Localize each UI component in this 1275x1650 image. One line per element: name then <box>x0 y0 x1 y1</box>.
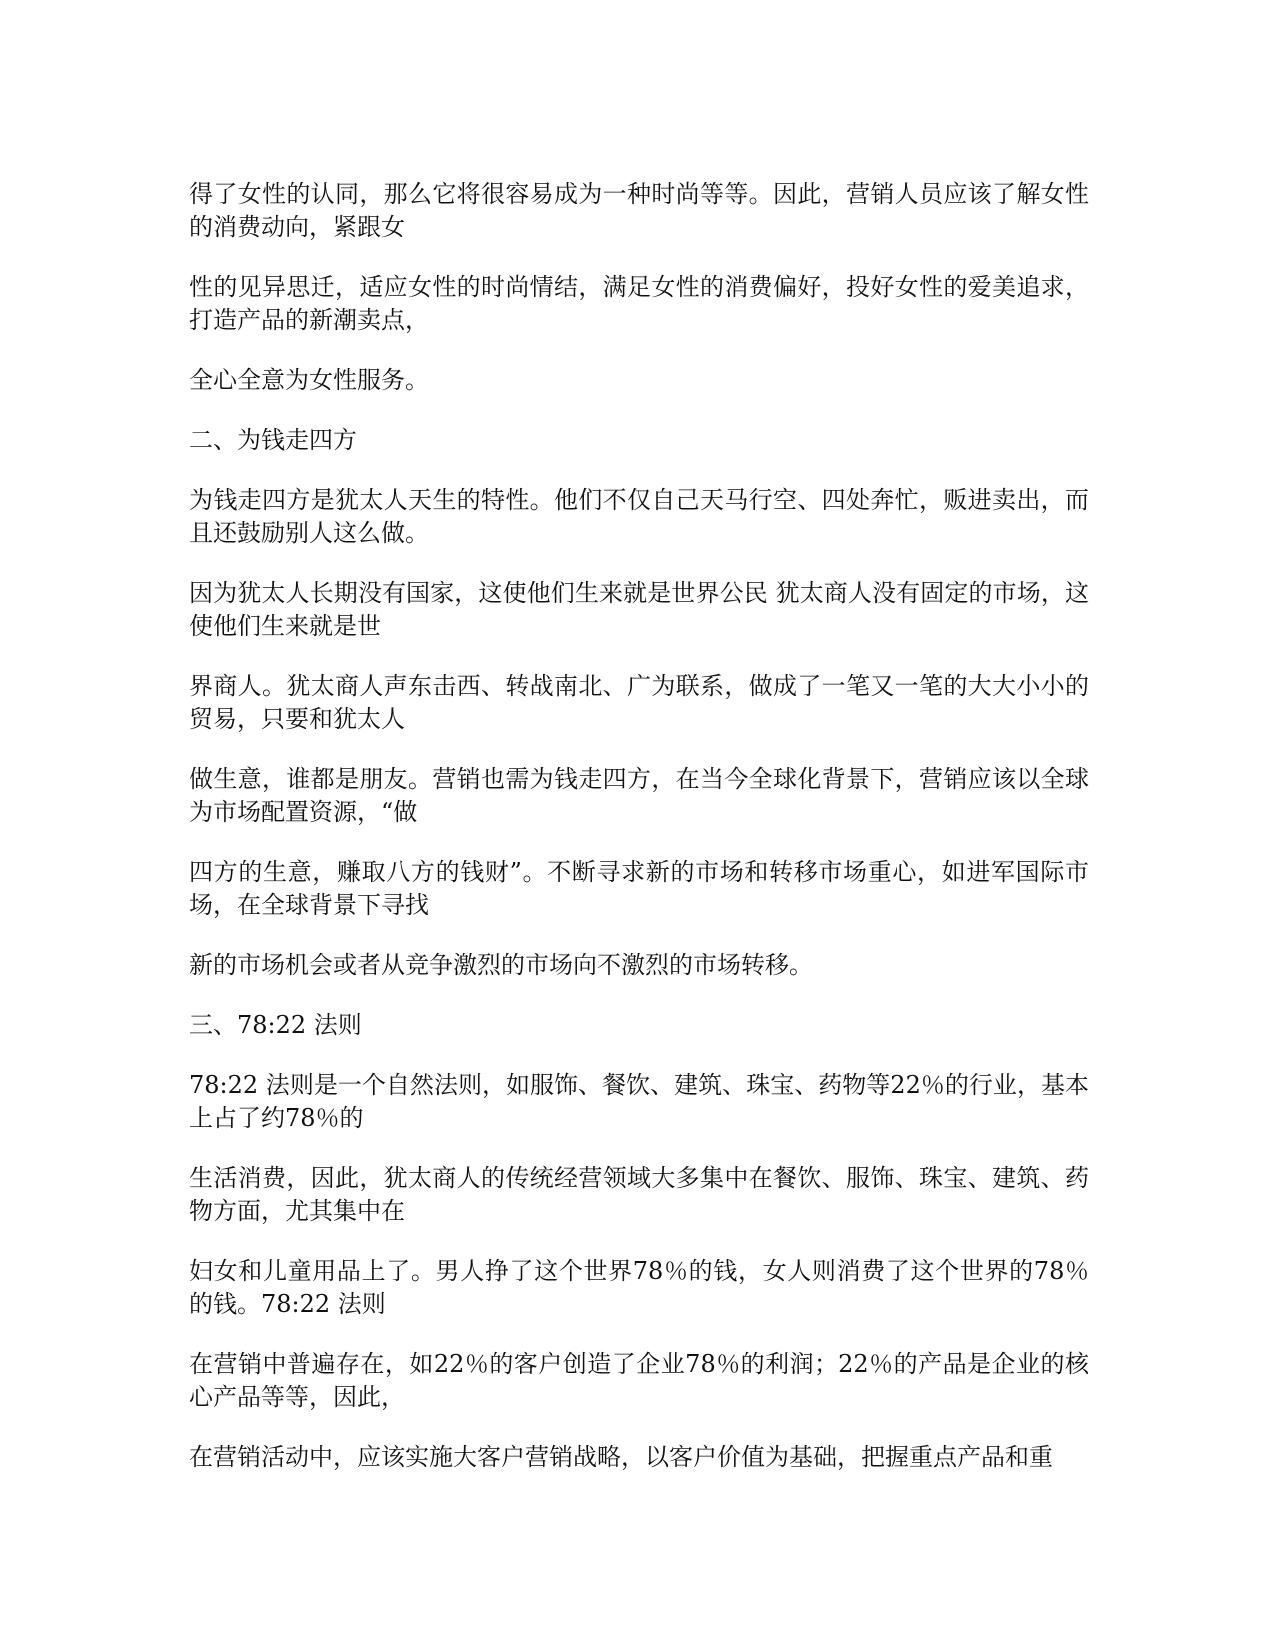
paragraph: 78:22 法则是一个自然法则，如服饰、餐饮、建筑、珠宝、药物等22％的行业，基本上占了约78％的 <box>189 1071 1089 1132</box>
section-heading: 三、78:22 法则 <box>189 1011 362 1039</box>
section-heading: 二、为钱走四方 <box>189 426 357 454</box>
paragraph: 全心全意为女性服务。 <box>189 366 429 394</box>
paragraph: 在营销活动中，应该实施大客户营销战略，以客户价值为基础，把握重点产品和重 <box>189 1443 1053 1471</box>
document-body <box>189 178 1089 1501</box>
paragraph: 因为犹太人长期没有国家，这使他们生来就是世界公民 犹太商人没有固定的市场，这使他们生来就是世 <box>189 579 1089 640</box>
paragraph: 四方的生意，赚取八方的钱财”。不断寻求新的市场和转移市场重心，如进军国际市场，在全球背景下寻找 <box>189 858 1089 919</box>
paragraph: 性的见异思迁，适应女性的时尚情结，满足女性的消费偏好，投好女性的爱美追求，打造产品的新潮卖点， <box>189 273 1089 334</box>
paragraph: 为钱走四方是犹太人天生的特性。他们不仅自己天马行空、四处奔忙，贩进卖出，而且还鼓励别人这么做。 <box>189 486 1089 547</box>
paragraph: 生活消费，因此，犹太商人的传统经营领域大多集中在餐饮、服饰、珠宝、建筑、药物方面，尤其集中在 <box>189 1164 1089 1225</box>
paragraph: 得了女性的认同，那么它将很容易成为一种时尚等等。因此，营销人员应该了解女性的消费动向，紧跟女 <box>189 180 1089 241</box>
paragraph: 新的市场机会或者从竞争激烈的市场向不激烈的市场转移。 <box>189 951 813 979</box>
paragraph: 做生意，谁都是朋友。营销也需为钱走四方，在当今全球化背景下，营销应该以全球为市场配置资源，“做 <box>189 765 1089 826</box>
paragraph: 界商人。犹太商人声东击西、转战南北、广为联系，做成了一笔又一笔的大大小小的贸易，只要和犹太人 <box>189 672 1089 733</box>
paragraph: 在营销中普遍存在，如22％的客户创造了企业78％的利润；22％的产品是企业的核心产品等等，因此， <box>189 1350 1089 1411</box>
paragraph: 妇女和儿童用品上了。男人挣了这个世界78％的钱，女人则消费了这个世界的78％的钱。78:22 法则 <box>189 1257 1089 1318</box>
